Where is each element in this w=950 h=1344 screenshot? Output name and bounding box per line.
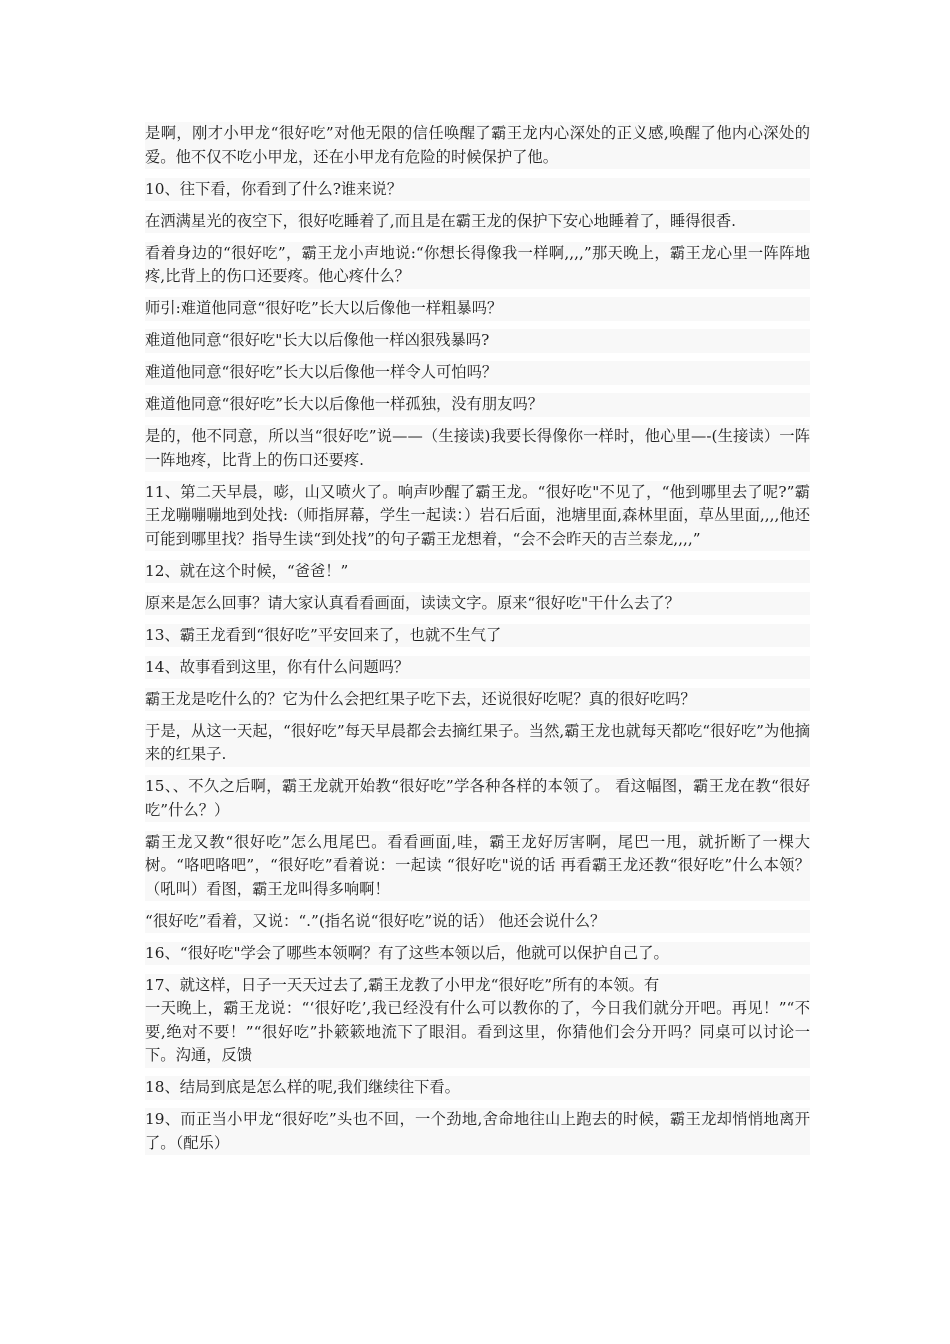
paragraph-red-fruit-daily: 于是，从这一天起，“很好吃”每天早晨都会去摘红果子。当然,霸王龙也就每天都吃“很好吃”为他摘来的红果子. bbox=[145, 720, 810, 767]
paragraph-answer: 是的，他不同意，所以当“很好吃”说——（生接读)我要长得像你一样时，他心里—-(生接读）一阵一阵地疼，比背上的伤口还要疼. bbox=[145, 425, 810, 472]
paragraph-tail-swing: 霸王龙又教“很好吃”怎么甩尾巴。看看画面,哇，霸王龙好厉害啊，尾巴一甩，就折断了一棵大树。“咯吧咯吧”，“很好吃”看着说：一起读 “很好吃"说的话 再看霸王龙还教“很好吃”什么本领？（吼叫）看图，霸王龙叫得多响啊！ bbox=[145, 831, 810, 902]
paragraph-step-15: 15、、不久之后啊，霸王龙就开始教“很好吃”学各种各样的本领了。 看这幅图，霸王龙在教“很好吃”什么？） bbox=[145, 775, 810, 822]
paragraph-question-fierce: 难道他同意“很好吃"长大以后像他一样凶狠残暴吗? bbox=[145, 329, 810, 353]
paragraph-step-13: 13、霸王龙看到“很好吃”平安回来了，也就不生气了 bbox=[145, 624, 810, 648]
paragraph-step-14: 14、故事看到这里，你有什么问题吗？ bbox=[145, 656, 810, 680]
paragraph-farewell: 一天晚上，霸王龙说：“‘很好吃’,我已经没有什么可以教你的了，今日我们就分开吧。再见！”“不要,绝对不要！”“很好吃”扑簌簌地流下了眼泪。看到这里，你猜他们会分开吗？同桌可以讨论一下。沟通，反馈 bbox=[145, 997, 810, 1068]
paragraph-step-16: 16、“很好吃"学会了哪些本领啊？有了这些本领以后，他就可以保护自己了。 bbox=[145, 942, 810, 966]
paragraph-heartache: 看着身边的“很好吃”，霸王龙小声地说:“你想长得像我一样啊,,,,”那天晚上，霸王龙心里一阵阵地疼,比背上的伤口还要疼。他心疼什么？ bbox=[145, 242, 810, 289]
paragraph-red-fruit-question: 霸王龙是吃什么的？它为什么会把红果子吃下去，还说很好吃呢？真的很好吃吗？ bbox=[145, 688, 810, 712]
document-page bbox=[145, 122, 810, 1164]
paragraph-intro: 是啊，刚才小甲龙“很好吃”对他无限的信任唤醒了霸王龙内心深处的正义感,唤醒了他内心深处的爱。他不仅不吃小甲龙，还在小甲龙有危险的时候保护了他。 bbox=[145, 122, 810, 169]
paragraph-starry-night: 在洒满星光的夜空下，很好吃睡着了,而且是在霸王龙的保护下安心地睡着了，睡得很香. bbox=[145, 210, 810, 234]
paragraph-step-17: 17、就这样，日子一天天过去了,霸王龙教了小甲龙“很好吃”所有的本领。有 bbox=[145, 974, 810, 998]
paragraph-step-19: 19、而正当小甲龙“很好吃”头也不回，一个劲地,舍命地往山上跑去的时候，霸王龙却悄悄地离开了。（配乐） bbox=[145, 1108, 810, 1155]
paragraph-step-18: 18、结局到底是怎么样的呢,我们继续往下看。 bbox=[145, 1076, 810, 1100]
paragraph-what-happened: 原来是怎么回事？请大家认真看看画面，读读文字。原来“很好吃"干什么去了？ bbox=[145, 592, 810, 616]
paragraph-question-scary: 难道他同意“很好吃”长大以后像他一样令人可怕吗？ bbox=[145, 361, 810, 385]
paragraph-step-11: 11、第二天早晨，嘭，山又喷火了。响声吵醒了霸王龙。“很好吃"不见了，“他到哪里去了呢?”霸王龙嘣嘣嘣地到处找:（师指屏幕，学生一起读：）岩石后面，池塘里面,森林里面，草丛里面,,,,他还可能到哪里找？指导生读“到处找”的句子霸王龙想着，“会不会昨天的吉兰泰龙,,,,” bbox=[145, 481, 810, 552]
paragraph-question-rude: 师引:难道他同意“很好吃”长大以后像他一样粗暴吗？ bbox=[145, 297, 810, 321]
paragraph-step-10: 10、往下看，你看到了什么?谁来说？ bbox=[145, 178, 810, 202]
paragraph-step-12: 12、就在这个时候，“爸爸！” bbox=[145, 560, 810, 584]
paragraph-question-lonely: 难道他同意“很好吃”长大以后像他一样孤独，没有朋友吗？ bbox=[145, 393, 810, 417]
paragraph-what-else: “很好吃”看着，又说：“.”(指名说“很好吃”说的话） 他还会说什么？ bbox=[145, 910, 810, 934]
